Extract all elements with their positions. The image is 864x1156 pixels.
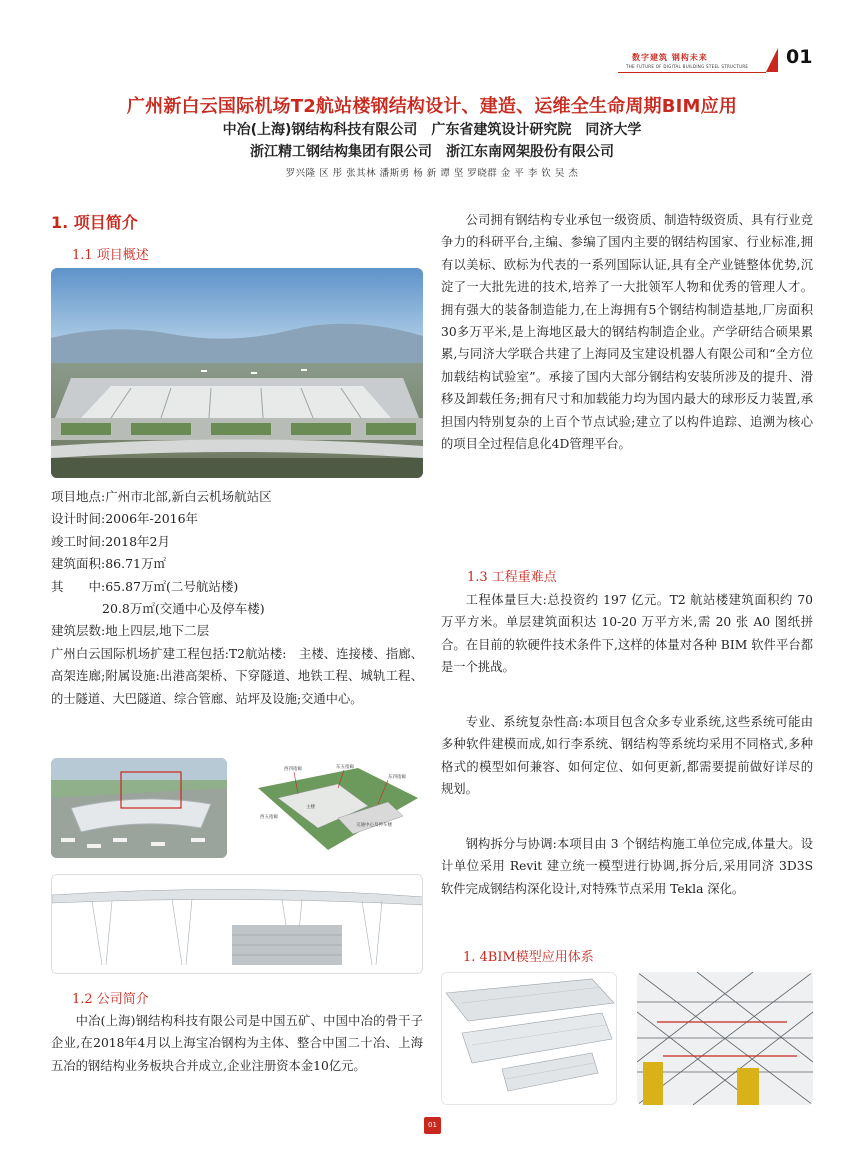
header-rule (618, 72, 766, 73)
company-intro-paragraph: 中冶(上海)钢结构科技有限公司是中国五矿、中国中冶的骨干子企业,在2018年4月以上海宝冶钢构为主体、整合中国二十冶、上海五冶的钢结构业务板块合并成立,企业注册资本金10亿元。 (51, 1014, 423, 1073)
subsection-heading-difficulties: 1.3 工程重难点 (467, 570, 557, 585)
company-capability-paragraph: 公司拥有钢结构专业承包一级资质、制造特级资质、具有行业竞争力的科研平台,主编、参编了国内主要的钢结构国家、行业标准,拥有以美标、欧标为代表的一系列国际认证,具有全产业链整体优势,沉淀了一大批先进的技术,培养了一大批领军人物和优秀的管理人才。拥有强大的装备制造能力,在上海拥有5个钢结构制造基地,厂房面积30多万平米,是上海地区最大的钢结构制造企业。产学研结合硕果累累,与同济大学联合共建了上海同及宝建设机器人有限公司和“全方位加载结构试验室”。承接了国内大部分钢结构安装所涉及的提升、滑移及卸载任务;拥有尺寸和加载能力均为国内最大的球形反力装置,承担国内特别复杂的上百个节点试验;建立了以构件追踪、追溯为核心的项目全过程信息化4D管理平台。 (441, 213, 813, 452)
plan-label-main: 主楼 (306, 805, 315, 810)
roof-truss-render (51, 874, 423, 974)
header-page-number: 01 (786, 46, 813, 68)
plan-label-w5: 西五指廊 (260, 815, 278, 820)
bim-truss-detail-image (637, 972, 813, 1105)
subsection-heading-company: 1.2 公司简介 (72, 992, 149, 1007)
airport-aerial-illustration (51, 268, 423, 478)
header-slogan: 数字建筑 钢构未来 (632, 53, 708, 62)
info-area-center: 20.8万㎡(交通中心及停车楼) (102, 601, 265, 617)
site-plan-illustration (248, 758, 423, 858)
site-plan-image (248, 758, 423, 858)
info-completion: 竣工时间:2018年2月 (51, 533, 170, 549)
terminal-render-illustration (51, 758, 227, 858)
info-floors: 建筑层数:地上四层,地下二层 (51, 623, 210, 639)
plan-label-w4: 西四指廊 (284, 767, 302, 772)
plan-label-center: 交通中心及停车楼 (356, 823, 392, 828)
subsection-heading-overview: 1.1 项目概述 (72, 248, 149, 263)
subsection-heading-bim-system: 1. 4BIM模型应用体系 (463, 950, 594, 965)
roof-truss-illustration (52, 875, 423, 974)
scope-paragraph: 广州白云国际机场扩建工程包括:T2航站楼: 主楼、连接楼、指廊、高架连廊;附属设施:出港高架桥、下穿隧道、地铁工程、城轨工程、的士隧道、大巴隧道、综合管廊、站坪及设施;交通中心。 (51, 647, 423, 706)
article-title: 广州新白云国际机场T2航站楼钢结构设计、建造、运维全生命周期BIM应用 (126, 96, 738, 117)
bim-truss-illustration (637, 972, 813, 1105)
section-heading-project-intro: 1. 项目简介 (51, 213, 138, 232)
header-subtitle: THE FUTURE OF DIGITAL BUILDING STEEL STRUCTURE (626, 64, 749, 69)
airport-aerial-photo (51, 268, 423, 478)
info-area-t2: 其 中:65.87万㎡(二号航站楼) (51, 578, 239, 594)
footer-page-number: 01 (424, 1117, 441, 1134)
header-accent-triangle (766, 48, 778, 72)
author-list: 罗兴隆 区 彤 张其林 潘斯勇 杨 新 谭 坚 罗晓群 金 平 李 钦 吴 杰 (285, 168, 579, 179)
difficulty-coordination-paragraph: 钢构拆分与协调:本项目由 3 个钢结构施工单位完成,体量大。设计单位采用 Revit 建立统一模型进行协调,拆分后,采用同济 3D3S 软件完成钢结构深化设计,对特殊节点采用 Tekla 深化。 (441, 837, 813, 896)
organizations-line-2: 浙江精工钢结构集团有限公司 浙江东南网架股份有限公司 (250, 144, 614, 160)
bim-roof-model-image (441, 972, 617, 1105)
info-area: 建筑面积:86.71万㎡ (51, 556, 166, 572)
plan-label-e5: 东五指廊 (336, 765, 354, 770)
difficulty-scale-paragraph: 工程体量巨大:总投资约 197 亿元。T2 航站楼建筑面积约 70 万平方米。单层建筑面积达 10-20 万平方米,需 20 张 A0 图纸拼合。在目前的软硬件技术条件下,这样的体量对各种 BIM 软件平台都是一个挑战。 (441, 593, 813, 675)
difficulty-complexity-paragraph: 专业、系统复杂性高:本项目包含众多专业系统,这些系统可能由多种软件建模而成,如行李系统、钢结构等系统均采用不同格式,多种格式的模型如何兼容、如何定位、如何更新,都需要提前做好详尽的规划。 (441, 715, 813, 797)
info-location: 项目地点:广州市北部,新白云机场航站区 (51, 489, 272, 504)
info-design-period: 设计时间:2006年-2016年 (51, 511, 199, 527)
project-info-block (51, 486, 423, 643)
terminal-render-image (51, 758, 227, 858)
plan-label-e4: 东四指廊 (388, 775, 406, 780)
bim-roof-illustration (442, 973, 617, 1105)
organizations-line-1: 中冶(上海)钢结构科技有限公司 广东省建筑设计研究院 同济大学 (222, 122, 642, 138)
